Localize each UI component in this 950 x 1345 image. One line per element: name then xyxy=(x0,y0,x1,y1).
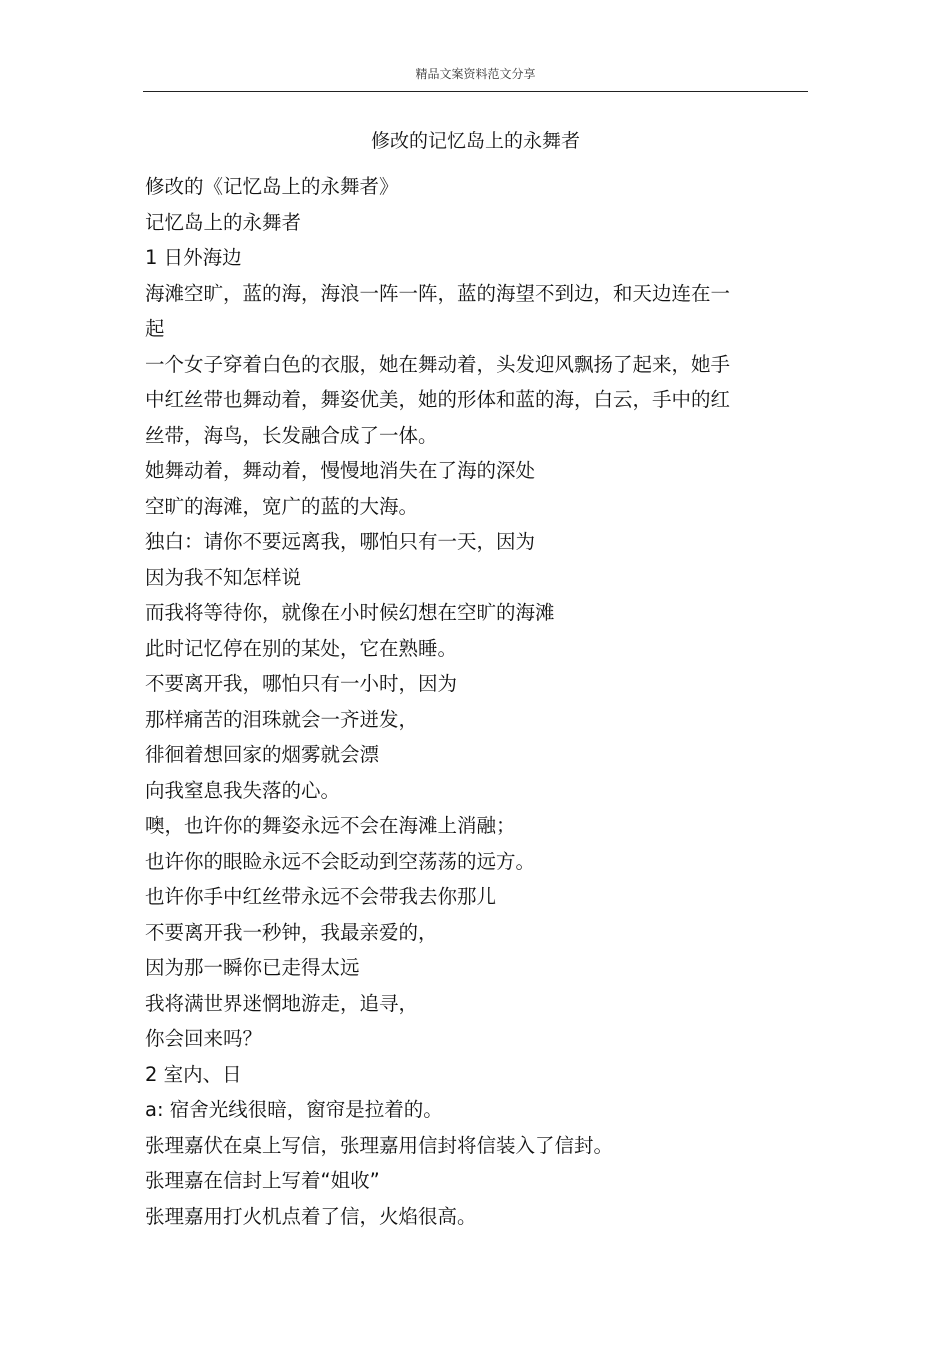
text-line: 不要离开我一秒钟，我最亲爱的， xyxy=(145,920,438,944)
text-line: 张理嘉用打火机点着了信，火焰很高。 xyxy=(145,1204,477,1228)
text-line: 不要离开我，哪怕只有一小时，因为 xyxy=(145,672,458,695)
text-line: 我将满世界迷惘地游走，追寻， xyxy=(145,991,419,1015)
text-line: 起 xyxy=(145,317,165,340)
text-line: 徘徊着想回家的烟雾就会漂 xyxy=(145,743,380,766)
text-line: 修改的《记忆岛上的永舞者》 xyxy=(145,175,399,198)
header-divider xyxy=(143,91,808,92)
text-line: 噢，也许你的舞姿永远不会在海滩上消融； xyxy=(145,814,516,837)
text-line: 海滩空旷，蓝的海，海浪一阵一阵，蓝的海望不到边，和天边连在一 xyxy=(145,281,731,305)
text-line: 因为那一瞬你已走得太远 xyxy=(145,956,360,979)
text-line: 那样痛苦的泪珠就会一齐迸发， xyxy=(145,707,419,731)
text-line: 因为我不知怎样说 xyxy=(145,565,302,589)
text-line: 中红丝带也舞动着，舞姿优美，她的形体和蓝的海，白云，手中的红 xyxy=(145,388,731,411)
text-line: 也许你的眼睑永远不会眨动到空荡荡的远方。 xyxy=(145,849,536,873)
text-line: 而我将等待你，就像在小时候幻想在空旷的海滩 xyxy=(145,601,555,624)
text-line: a: 宿舍光线很暗，窗帘是拉着的。 xyxy=(145,1098,443,1121)
text-line: 2 室内、日 xyxy=(145,1062,242,1086)
text-line: 记忆岛上的永舞者 xyxy=(145,210,302,234)
text-line: 此时记忆停在别的某处，它在熟睡。 xyxy=(145,636,458,660)
document-title: 修改的记忆岛上的永舞者 xyxy=(370,130,580,152)
text-line: 丝带，海鸟，长发融合成了一体。 xyxy=(145,423,438,447)
text-line: 张理嘉在信封上写着“姐收” xyxy=(145,1169,380,1192)
running-header: 精品文案资料范文分享 xyxy=(415,67,536,81)
text-line: 空旷的海滩，宽广的蓝的大海。 xyxy=(145,494,419,518)
text-line: 1 日外海边 xyxy=(145,246,242,269)
text-line: 也许你手中红丝带永远不会带我去你那儿 xyxy=(145,885,497,908)
text-line: 张理嘉伏在桌上写信，张理嘉用信封将信装入了信封。 xyxy=(145,1133,614,1157)
text-line: 一个女子穿着白色的衣服，她在舞动着，头发迎风飘扬了起来，她手 xyxy=(145,352,731,376)
text-line: 独白：请你不要远离我，哪怕只有一天，因为 xyxy=(145,530,536,553)
text-line: 她舞动着，舞动着，慢慢地消失在了海的深处 xyxy=(145,459,536,482)
document-body xyxy=(145,169,780,1234)
text-line: 你会回来吗？ xyxy=(145,1027,263,1050)
text-line: 向我窒息我失落的心。 xyxy=(145,778,341,802)
